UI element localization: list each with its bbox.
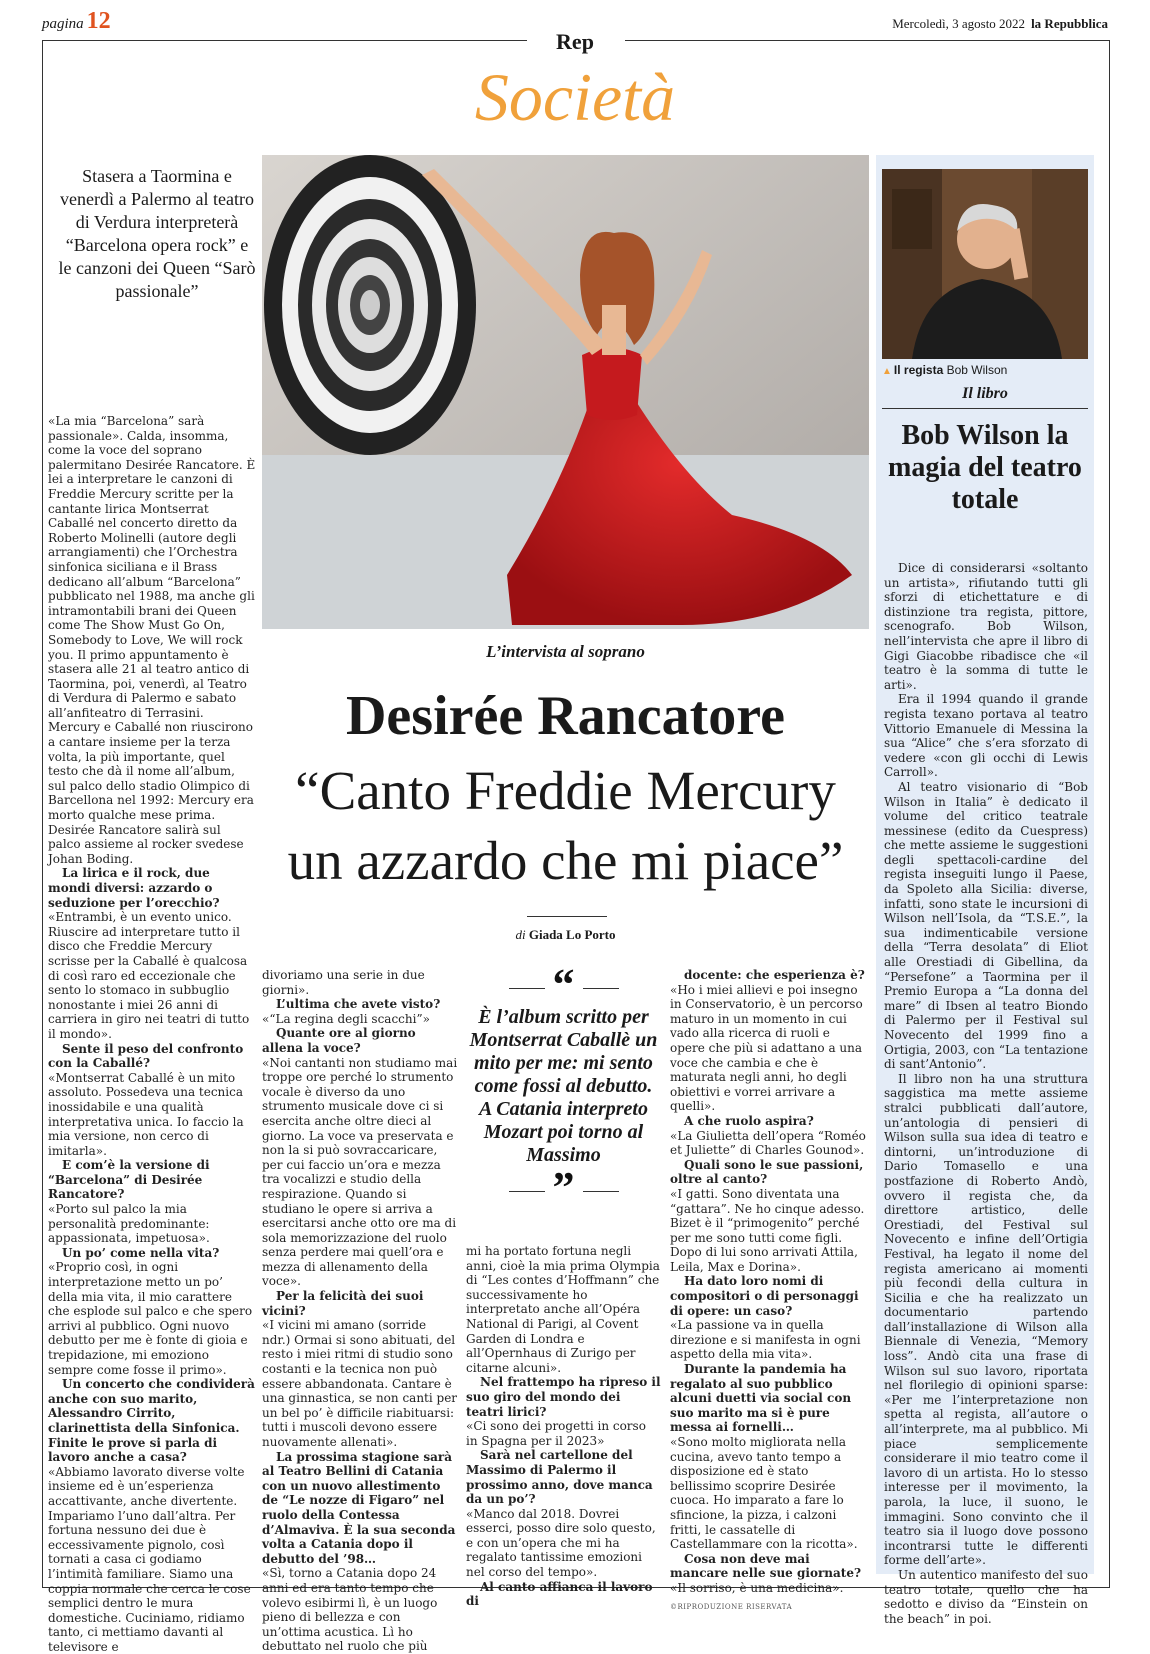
interview-question: A che ruolo aspira? — [684, 1113, 814, 1128]
interview-question: Sarà nel cartellone del Massimo di Palermo il prossimo anno, dove manca da un po’? — [466, 1448, 653, 1507]
interview-paragraph: «Noi cantanti non studiamo mai troppe ore perché lo strumento vocale è diverso da uno strumento musicale dove ci si esercita anche oltre dieci al giorno. La voce va preservata e non la si può sovraccaricare, per cui faccio un’ora e mezza tra vocalizzi e studio della respirazione. Quando si studiano le opere si arriva a esercitarsi anche otto ore ma di sola memorizzazione del ruolo senza perdere mai quell’ora e mezza di allenamento della voce». — [262, 1055, 458, 1289]
byline-rule — [527, 916, 607, 917]
interview-question: Sente il peso del confronto con la Caballé? — [48, 1041, 244, 1071]
article-headline: Desirée Rancatore — [345, 685, 785, 747]
byline-author: Giada Lo Porto — [528, 927, 616, 942]
article-kicker: L’intervista al soprano — [486, 642, 645, 661]
interview-paragraph: Mercury e Caballé non riuscirono a cantare insieme per la terza volta, la più importante, quel testo che dà il nome all’album, sul palco dello stadio Olimpico di Barcellona nel 1992: Mercury era morto qualche mese prima. Desirée Rancatore salirà sul palco assieme al rocker svedese Johan Boding. — [48, 720, 254, 866]
interview-paragraph: «Entrambi, è un evento unico. Riuscire ad interpretare tutto il disco che Freddie Mercury scrisse per la Caballé è qualcosa di così raro ed eccezionale che sento lo stomaco in subbuglio nonostante i miei 26 anni di carriera in giro nei teatri di tutto il mondo». — [48, 910, 250, 1041]
interview-question: La prossima stagione sarà al Teatro Bellini di Catania con un nuovo allestimento de “Le nozze di Figaro” nel ruolo della Contessa d’Almaviva. È la sua seconda volta a Catania dopo il debutto del ’98… — [262, 1449, 456, 1566]
soprano-photo — [262, 155, 869, 629]
byline — [262, 927, 869, 943]
sidebar-paragraph: Dice di considerarsi «soltanto un artista», rifiutando tutti gli sforzi di etichettature e di distinzione tra regista, pittore, scenografo. Bob Wilson, nell’intervista che apre il libro di Gigi Giacobbe ribadisce che «il teatro è la somma di tutte le arti». — [884, 561, 1088, 692]
interview-question: Quali sono le sue passioni, oltre al canto? — [670, 1157, 864, 1187]
interview-paragraph: «La mia “Barcelona” sarà passionale». Calda, insomma, come la voce del soprano palermitano Desirée Rancatore. È lei a interpretare le canzoni di Freddie Mercury scritte per la cantante lirica Montserrat Caballé nel concerto diretto da Roberto Molinelli (autore degli arrangiamenti) che l’Orchestra sinfonica siciliana e il Brass dedicano all’album “Barcelona” pubblicato nel 1988, ma anche gli intramontabili brani dei Queen come The Show Must Go On, Somebody to Love, We will rock you. Il primo appuntamento è stasera alle 21 al teatro antico di Taormina, poi, venerdì, al Teatro di Verdura di Palermo e sabato all’anfiteatro di Terrasini. — [48, 414, 256, 720]
sidebar-kicker: Il libro — [962, 385, 1008, 402]
deck-summary: Stasera a Taormina e venerdì a Palermo al teatro di Verdura interpreterà “Barcelona opera rock” e le canzoni dei Queen “Sarò passionale” — [58, 166, 256, 301]
interview-question: Quante ore al giorno allena la voce? — [262, 1026, 416, 1055]
interview-question: Durante la pandemia ha regalato al suo pubblico alcuni duetti via social con suo marito ma si è pure messa ai fornelli… — [670, 1362, 852, 1435]
sidebar-paragraph: Il libro non ha una struttura saggistica ma mette assieme stralci pubblicati dall’autore, un’antologia di pensieri di Wilson sulla sua idea di teatro e dintorni, un’introduzione di Dario Tomasello e una postfazione di Roberto Andò, ovvero il regista che, da direttore artistico, delle Orestiadi, del Festival sul Novecento e infine dell’Ortigia Festival, ha legato il nome del regista americano ai momenti più fecondi della cultura in Sicilia e che ha realizzato un documentario partendo dall’installazione di Wilson alla Biennale di Venezia, “Memory loss”. Andò cita una frase di Wilson sul suo lavoro, riportata nel florilegio di opinioni sparse: «Per me l’interpretazione non spetta al regista, all’autore o all’interprete, ma al pubblico. Mi piace semplicemente considerare il mio teatro come il lavoro di un artista. Ho lo stesso interesse per il movimento, la parola, la luce, il suono, le immagini. Sono convinto che il teatro sia il luogo dove possono incontrarsi tutte le differenti forme dell’arte». — [884, 1071, 1088, 1568]
sidebar-title: Bob Wilson la magia del teatro totale — [888, 420, 1082, 515]
interview-paragraph: «“La regina degli scacchi”» — [262, 1011, 430, 1026]
open-quote-icon: “ — [466, 970, 661, 1000]
bob-wilson-photo — [882, 169, 1088, 359]
section-title: Società — [474, 59, 676, 135]
issue-date: Mercoledì, 3 agosto 2022 — [892, 16, 1026, 31]
interview-paragraph: «I gatti. Sono diventata una “gattara”. Ne ho cinque adesso. Bizet è il “primogenito” perché per me sono tutti come figli. Dopo di lui sono arrivati Attila, Leila, Max e Dorina». — [670, 1186, 865, 1274]
interview-paragraph: divoriamo una serie in due giorni». — [262, 968, 425, 997]
caption-role: Il regista — [893, 363, 944, 377]
sidebar-paragraph: Un autentico manifesto del suo teatro totale, quello che ha sedotto e diviso da “Einstein on the beach” in poi. — [884, 1567, 1088, 1626]
interview-question: E com’è la versione di “Barcelona” di Desirée Rancatore? — [48, 1158, 210, 1202]
article-column-4 — [670, 968, 868, 1611]
interview-question: L’ultima che avete visto? — [276, 997, 441, 1012]
interview-paragraph: «Ho i miei allievi e poi insegno in Conservatorio, è un percorso maturo in un momento in cui vado alla ricerca di ruoli e opere che più si adattano a una voce che cambia e che è maturata negli anni, ho degli obiettivi e vorrei arrivare a quelli». — [670, 982, 863, 1114]
interview-paragraph: «Il sorriso, è una medicina». — [670, 1580, 844, 1595]
sidebar-body — [884, 561, 1088, 1626]
article-column-2 — [262, 968, 458, 1654]
interview-paragraph: «Abbiamo lavorato diverse volte insieme ed è un’esperienza accattivante, anche divertente. Impariamo l’uno dall’altra. Per fortuna nessuno dei due è eccessivamente pignolo, così tornati a casa ci godiamo l’intimità familiare. Siamo una coppia normale che cerca le cose semplici dentro le mura domestiche. Cuciniamo, ridiamo tanto, ci mettiamo davanti al televisore e — [48, 1464, 251, 1654]
newspaper-name: la Repubblica — [1031, 16, 1108, 31]
interview-question: docente: che esperienza è? — [684, 968, 865, 982]
interview-question: Un concerto che condividerà anche con suo marito, Alessandro Cirrito, clarinettista della Sinfonica. Finite le prove si parla di lavoro anche a casa? — [48, 1377, 255, 1465]
article-column-3 — [466, 1244, 661, 1609]
headline-quote: “Canto Freddie Mercury un azzardo che mi piace” — [287, 760, 844, 891]
caption-name: Bob Wilson — [946, 363, 1008, 377]
interview-question: Per la felicità dei suoi vicini? — [262, 1289, 424, 1318]
interview-question: Cosa non deve mai mancare nelle sue giornate? — [670, 1551, 861, 1581]
pull-quote — [466, 960, 661, 1212]
interview-question: Nel frattempo ha ripreso il suo giro del mondo dei teatri lirici? — [466, 1375, 661, 1419]
interview-paragraph: «Montserrat Caballé è un mito assoluto. Possedeva una tecnica inossidabile e una qualità interpretativa unica. Io faccio la mia versione, non cerco di imitarla». — [48, 1070, 244, 1158]
interview-paragraph: «Sì, torno a Catania dopo 24 anni ed era tanto tempo che volevo esibirmi lì, è un luogo pieno di bellezza e con un’ottima acustica. Lì ho debuttato nel ruolo che più — [262, 1566, 438, 1654]
bob-wilson-illustration — [882, 169, 1088, 359]
photo-caption — [882, 363, 1088, 377]
interview-paragraph: «Manco dal 2018. Dovrei esserci, posso dire solo questo, e con un’opera che mi ha regalato tantissime emozioni nel corso del tempo». — [466, 1506, 656, 1580]
caption-triangle-icon: ▲ — [882, 366, 892, 377]
interview-paragraph: «La Giulietta dell’opera “Roméo et Juliette” di Charles Gounod». — [670, 1128, 866, 1158]
interview-paragraph: «La passione va in quella direzione e si manifesta in ogni aspetto della mia vita». — [670, 1318, 861, 1362]
rep-label: Rep — [556, 29, 594, 54]
interview-paragraph: «I vicini mi amano (sorride ndr.) Ormai si sono abituati, del resto i miei ritmi di studio sono costanti e la tecnica non può essere abbandonata. Cantare è una ginnastica, se non canti per un bel po’ è difficile riabituarsi: tutti i muscoli devono essere nuovamente allenati». — [262, 1318, 458, 1449]
interview-paragraph: «Proprio così, in ogni interpretazione metto un po’ della mia vita, il mio carattere che esplode sul palco e che spero arrivi al pubblico. Ogni nuovo debutto per me è fonte di gioia e trepidazione, mi emoziono sempre come fosse il primo». — [48, 1260, 253, 1377]
sidebar-rule — [882, 408, 1088, 409]
sidebar-paragraph: Era il 1994 quando il grande regista texano portava al teatro Vittorio Emanuele di Messina la sua “Alice” che s’era sforzato di vedere «con gli occhi di Lewis Carroll». — [884, 692, 1088, 780]
interview-question: Un po’ come nella vita? — [62, 1245, 220, 1260]
interview-paragraph: «Porto sul palco la mia personalità predominante: appassionata, impetuosa». — [48, 1202, 210, 1246]
interview-paragraph: mi ha portato fortuna negli anni, cioè la mia prima Olympia di “Les contes d’Hoffmann” che successivamente ho interpretato anche all’Opéra National di Parigi, al Covent Garden di Londra e all’Opernhaus di Zurigo per citarne alcuni». — [466, 1244, 660, 1375]
page-number: 12 — [86, 8, 111, 34]
interview-question: Ha dato loro nomi di compositori o di personaggi di opere: un caso? — [670, 1274, 859, 1318]
copyright-credit: ©RIPRODUZIONE RISERVATA — [670, 1602, 793, 1611]
interview-question: Al canto affianca il lavoro di — [466, 1579, 653, 1609]
article-column-1 — [48, 414, 256, 1654]
sidebar-paragraph: Al teatro visionario di “Bob Wilson in Italia” è dedicato il volume del critico teatrale messinese (edito da Cuespress) che mette assieme le suggestioni degli spettacoli-cardine del regista inseguiti lungo il Paese, da Spoleto alla Sicilia: diverse, infatti, sono state le incursioni di Wilson nell’Isola, da “T.S.E.”, la sua indimenticabile versione della “Terra desolata” di Eliot alle Orestiadi di Gibellina, da “Persefone” a Taormina per il Premio Europa a “La donna del mare” di Ibsen al teatro Biondo di Palermo per il Festival sul Novecento del 1999 fino a Ortigia, 2003, con “La tentazione di sant’Antonio”. — [884, 779, 1088, 1072]
close-quote-icon: ” — [466, 1173, 661, 1203]
soprano-illustration — [262, 155, 869, 629]
interview-paragraph: «Sono molto migliorata nella cucina, avevo tanto tempo a disposizione ed è stato bellissimo scoprire Desirée cuoca. Ho imparato a fare lo sfincione, la pizza, i calzoni fritti, le cassatelle di Castellammare con la ricotta». — [670, 1435, 858, 1552]
byline-prefix: di — [515, 927, 526, 942]
interview-question: La lirica e il rock, due mondi diversi: azzardo o seduzione per l’orecchio? — [48, 866, 220, 910]
pull-quote-text: È l’album scritto per Montserrat Caballè un mito per me: mi sento come fossi al debutto. A Catania interpreto Mozart poi torno al Massimo — [469, 1006, 658, 1166]
pagina-label: pagina — [42, 16, 84, 32]
spiral-staircase-backdrop — [264, 155, 476, 455]
book-sidebar — [876, 155, 1094, 1626]
interview-paragraph: «Ci sono dei progetti in corso in Spagna per il 2023» — [466, 1419, 646, 1448]
